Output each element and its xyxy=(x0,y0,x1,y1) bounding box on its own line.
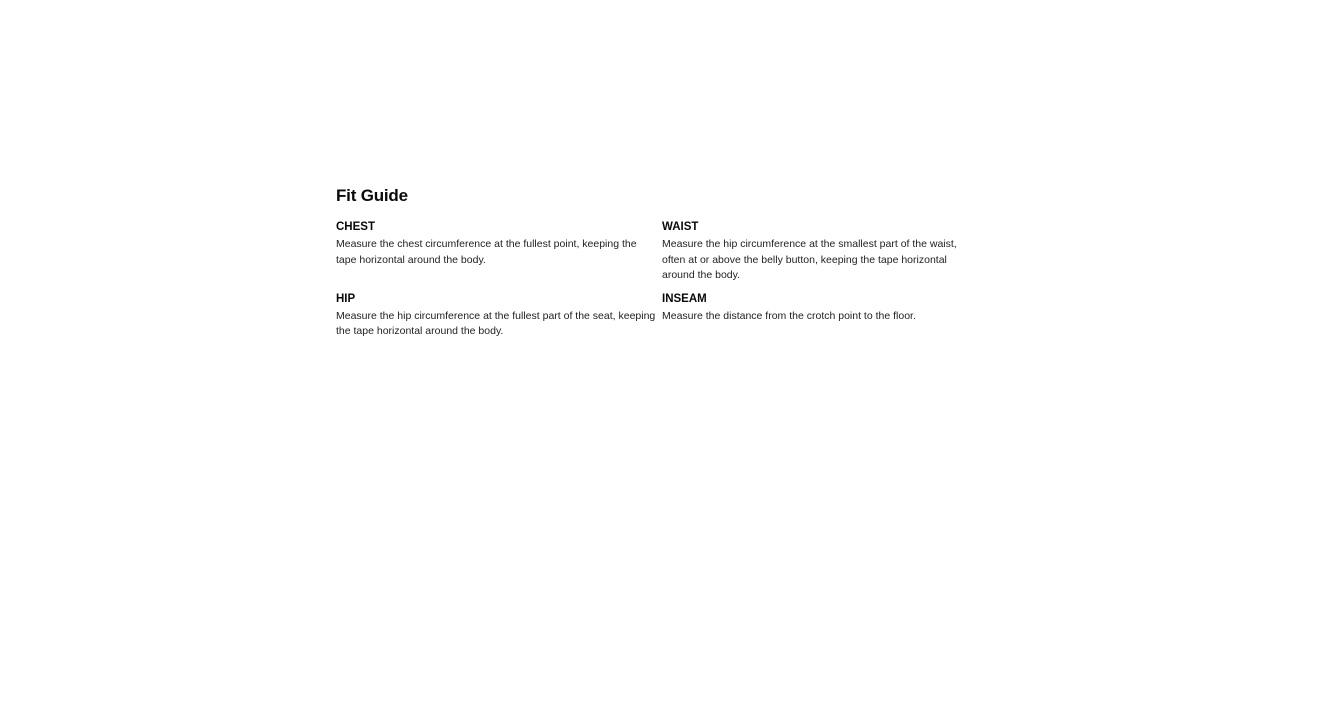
guide-item-heading: CHEST xyxy=(336,221,375,233)
guide-item-heading: INSEAM xyxy=(662,292,707,305)
fit-guide-title: Fit Guide xyxy=(336,186,408,205)
guide-item-waist xyxy=(662,220,962,284)
fit-guide-grid xyxy=(336,220,976,340)
fit-guide-section xyxy=(336,185,976,340)
guide-item-description: Measure the hip circumference at the fullest part of the seat, keeping the tape horizontal around the body. xyxy=(336,309,656,337)
guide-item-heading: HIP xyxy=(336,292,356,305)
guide-item-hip xyxy=(336,292,662,340)
guide-item-chest xyxy=(336,220,662,284)
guide-item-description: Measure the chest circumference at the fullest point, keeping the tape horizontal around the body. xyxy=(336,238,637,266)
guide-item-description: Measure the distance from the crotch point to the floor. xyxy=(662,309,916,322)
guide-item-inseam xyxy=(662,292,962,340)
guide-item-description: Measure the hip circumference at the smallest part of the waist, often at or above the belly button, keeping the tape horizontal around the body. xyxy=(662,238,957,281)
guide-item-heading: WAIST xyxy=(662,221,699,233)
